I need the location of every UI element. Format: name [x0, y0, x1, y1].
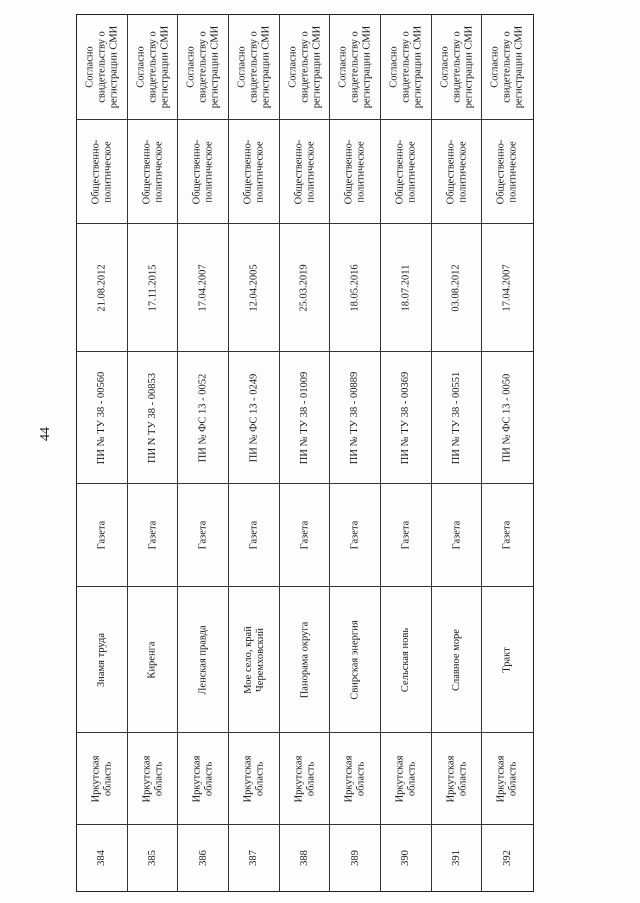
cell-text: область: [203, 761, 215, 796]
cell-text: Общественно-: [242, 139, 254, 204]
cell-text: Мое село, край: [242, 625, 254, 694]
region-cell: [178, 732, 229, 824]
topic-cell: [330, 119, 381, 223]
type-cell: [432, 483, 483, 586]
cell-text: Иркутская: [90, 755, 102, 802]
language-cell: [229, 15, 280, 119]
cell-text: Иркутская: [242, 755, 254, 802]
cell-text: Газета: [349, 520, 361, 550]
number-cell: [432, 824, 483, 891]
topic-cell: [229, 119, 280, 223]
date-cell: [432, 223, 483, 351]
cell-text: 17.04.2007: [501, 263, 513, 312]
cell-text: ПИ № ТУ 38 - 01009: [298, 371, 310, 464]
topic-cell: [128, 119, 179, 223]
cell-text: ПИ № ФС 13 - 0249: [248, 373, 260, 462]
date-cell: [381, 223, 432, 351]
cell-text: Согласно: [337, 46, 349, 88]
cell-text: ПИ № ТУ 38 - 00551: [450, 371, 462, 464]
cell-text: 17.04.2007: [197, 263, 209, 312]
region-cell: [229, 732, 280, 824]
cell-text: свидетельству о: [349, 31, 361, 103]
region-cell: [381, 732, 432, 824]
cell-text: область: [102, 761, 114, 796]
cell-text: свидетельству о: [248, 31, 260, 103]
number-cell: [178, 824, 229, 891]
topic-cell: [280, 119, 331, 223]
cell-text: область: [507, 761, 519, 796]
region-cell: [482, 732, 533, 824]
language-cell: [77, 15, 128, 119]
cell-text: политическое: [254, 140, 266, 203]
title-cell: [77, 586, 128, 732]
cell-text: 389: [349, 850, 361, 866]
date-cell: [178, 223, 229, 351]
cell-text: Иркутская: [191, 755, 203, 802]
language-cell: [330, 15, 381, 119]
cell-text: Согласно: [286, 46, 298, 88]
cell-text: Свирская энергия: [349, 619, 361, 700]
region-cell: [330, 732, 381, 824]
cell-text: ПИ № ФС 13 - 0050: [501, 373, 513, 462]
cell-text: Сельская новь: [400, 627, 412, 692]
cell-text: Согласно: [134, 46, 146, 88]
cell-text: Общественно-: [140, 139, 152, 204]
cell-text: 386: [197, 850, 209, 866]
cell-text: политическое: [304, 140, 316, 203]
cell-text: 384: [96, 850, 108, 866]
cell-text: Газета: [146, 520, 158, 550]
language-cell: [381, 15, 432, 119]
language-cell: [482, 15, 533, 119]
cell-text: Общественно-: [90, 139, 102, 204]
cell-text: область: [406, 761, 418, 796]
cell-text: регистрации СМИ: [209, 25, 221, 109]
title-cell: [178, 586, 229, 732]
registration-cell: [178, 351, 229, 483]
cell-text: Согласно: [489, 46, 501, 88]
registration-cell: [128, 351, 179, 483]
cell-text: политическое: [507, 140, 519, 203]
cell-text: область: [456, 761, 468, 796]
cell-text: 388: [298, 850, 310, 866]
number-cell: [381, 824, 432, 891]
table-row: [178, 15, 229, 891]
registration-cell: [229, 351, 280, 483]
cell-text: регистрации СМИ: [108, 25, 120, 109]
cell-text: политическое: [203, 140, 215, 203]
cell-text: Иркутская: [292, 755, 304, 802]
cell-text: свидетельству о: [298, 31, 310, 103]
cell-text: 387: [248, 850, 260, 866]
title-cell: [330, 586, 381, 732]
type-cell: [280, 483, 331, 586]
cell-text: Газета: [501, 520, 513, 550]
date-cell: [77, 223, 128, 351]
type-cell: [330, 483, 381, 586]
table-row: [330, 15, 381, 891]
cell-text: Ленская правда: [197, 624, 209, 695]
topic-cell: [432, 119, 483, 223]
language-cell: [432, 15, 483, 119]
region-cell: [280, 732, 331, 824]
cell-text: 18.05.2016: [349, 263, 361, 312]
cell-text: свидетельству о: [450, 31, 462, 103]
cell-text: 21.08.2012: [96, 263, 108, 312]
table-row: [128, 15, 179, 891]
cell-text: ПИ № ТУ 38 - 00560: [96, 371, 108, 464]
registration-cell: [432, 351, 483, 483]
cell-text: область: [152, 761, 164, 796]
cell-text: политическое: [152, 140, 164, 203]
title-cell: [381, 586, 432, 732]
cell-text: Газета: [400, 520, 412, 550]
cell-text: Общественно-: [394, 139, 406, 204]
date-cell: [280, 223, 331, 351]
cell-text: Общественно-: [191, 139, 203, 204]
type-cell: [178, 483, 229, 586]
registration-cell: [330, 351, 381, 483]
number-cell: [77, 824, 128, 891]
cell-text: Газета: [450, 520, 462, 550]
cell-text: Иркутская: [495, 755, 507, 802]
cell-text: свидетельству о: [501, 31, 513, 103]
title-cell: [432, 586, 483, 732]
cell-text: 385: [146, 850, 158, 866]
type-cell: [482, 483, 533, 586]
cell-text: регистрации СМИ: [260, 25, 272, 109]
registration-cell: [77, 351, 128, 483]
cell-text: регистрации СМИ: [462, 25, 474, 109]
table-row: [482, 15, 533, 891]
cell-text: политическое: [406, 140, 418, 203]
cell-text: Знамя труда: [96, 632, 108, 687]
cell-text: регистрации СМИ: [310, 25, 322, 109]
page-number: 44: [38, 427, 53, 441]
region-cell: [77, 732, 128, 824]
table-row: [229, 15, 280, 891]
cell-text: ПИ N ТУ 38 - 00853: [146, 372, 158, 463]
number-cell: [280, 824, 331, 891]
cell-text: ПИ № ФС 13 - 0052: [197, 373, 209, 462]
cell-text: Киренга: [146, 640, 158, 679]
registration-cell: [280, 351, 331, 483]
type-cell: [128, 483, 179, 586]
language-cell: [178, 15, 229, 119]
cell-text: Согласно: [236, 46, 248, 88]
cell-text: свидетельству о: [96, 31, 108, 103]
cell-text: ПИ № ТУ 38 - 00369: [400, 371, 412, 464]
cell-text: область: [355, 761, 367, 796]
cell-text: Согласно: [388, 46, 400, 88]
cell-text: область: [304, 761, 316, 796]
cell-text: Панорама округа: [298, 621, 310, 698]
language-cell: [280, 15, 331, 119]
title-cell: [482, 586, 533, 732]
cell-text: Общественно-: [343, 139, 355, 204]
language-cell: [128, 15, 179, 119]
date-cell: [330, 223, 381, 351]
cell-text: Газета: [298, 520, 310, 550]
number-cell: [229, 824, 280, 891]
cell-text: Славное море: [450, 628, 462, 691]
topic-cell: [77, 119, 128, 223]
date-cell: [482, 223, 533, 351]
cell-text: Газета: [197, 520, 209, 550]
topic-cell: [178, 119, 229, 223]
cell-text: регистрации СМИ: [412, 25, 424, 109]
cell-text: свидетельству о: [197, 31, 209, 103]
cell-text: 390: [400, 850, 412, 866]
cell-text: 17.11.2015: [146, 264, 158, 311]
cell-text: область: [254, 761, 266, 796]
cell-text: Иркутская: [444, 755, 456, 802]
cell-text: Общественно-: [495, 139, 507, 204]
number-cell: [482, 824, 533, 891]
region-cell: [432, 732, 483, 824]
registration-cell: [381, 351, 432, 483]
table-row: [381, 15, 432, 891]
cell-text: Иркутская: [140, 755, 152, 802]
cell-text: Газета: [96, 520, 108, 550]
date-cell: [229, 223, 280, 351]
type-cell: [381, 483, 432, 586]
cell-text: ПИ № ТУ 38 - 00889: [349, 371, 361, 464]
cell-text: политическое: [355, 140, 367, 203]
cell-text: Согласно: [84, 46, 96, 88]
region-cell: [128, 732, 179, 824]
cell-text: Иркутская: [394, 755, 406, 802]
cell-text: Общественно-: [444, 139, 456, 204]
cell-text: Иркутская: [343, 755, 355, 802]
table-row: [432, 15, 483, 891]
cell-text: Согласно: [185, 46, 197, 88]
cell-text: свидетельству о: [400, 31, 412, 103]
number-cell: [330, 824, 381, 891]
cell-text: Газета: [248, 520, 260, 550]
type-cell: [229, 483, 280, 586]
cell-text: 392: [501, 850, 513, 866]
topic-cell: [482, 119, 533, 223]
cell-text: 25.03.2019: [298, 263, 310, 312]
cell-text: Общественно-: [292, 139, 304, 204]
registration-cell: [482, 351, 533, 483]
cell-text: регистрации СМИ: [158, 25, 170, 109]
title-cell: [128, 586, 179, 732]
cell-text: Тракт: [501, 646, 513, 673]
cell-text: 18.07.2011: [400, 264, 412, 311]
table-row: [280, 15, 331, 891]
cell-text: Согласно: [438, 46, 450, 88]
cell-text: регистрации СМИ: [513, 25, 525, 109]
cell-text: регистрации СМИ: [361, 25, 373, 109]
cell-text: 391: [450, 850, 462, 866]
type-cell: [77, 483, 128, 586]
cell-text: политическое: [456, 140, 468, 203]
topic-cell: [381, 119, 432, 223]
cell-text: 12.04.2005: [248, 263, 260, 312]
date-cell: [128, 223, 179, 351]
registry-table: [76, 14, 534, 892]
cell-text: Черемховский: [254, 627, 266, 692]
title-cell: [280, 586, 331, 732]
cell-text: свидетельству о: [146, 31, 158, 103]
number-cell: [128, 824, 179, 891]
title-cell: [229, 586, 280, 732]
table-row: [77, 15, 128, 891]
cell-text: 03.08.2012: [450, 263, 462, 312]
cell-text: политическое: [102, 140, 114, 203]
